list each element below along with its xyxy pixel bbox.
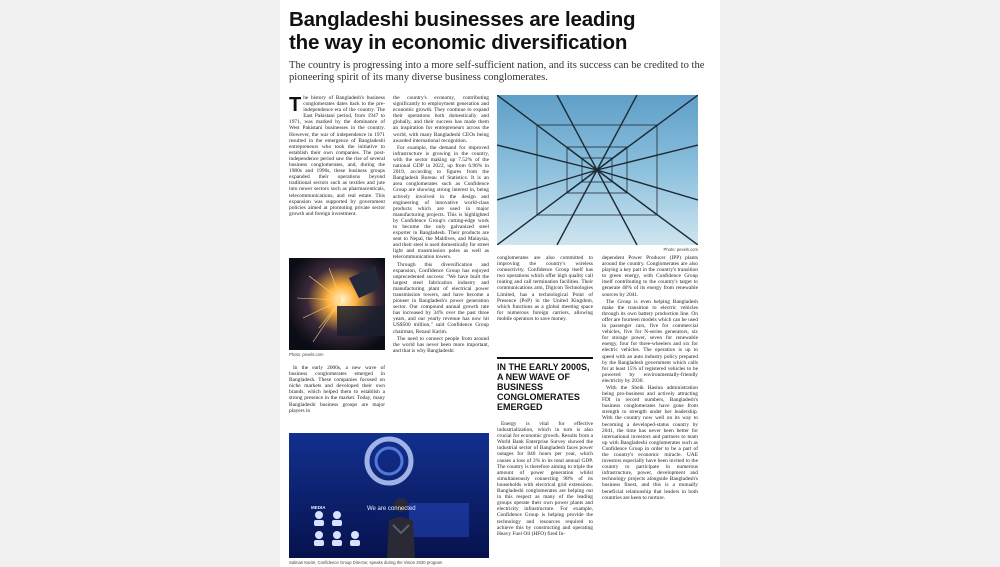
col2-paragraph-3: Through this diversification and expansion, Confidence Group has enjoyed unprecedented success: "We have built the largest steel fabrication industry and manufacturing plant of electrical power transmission towers, and have become a pioneer in Bangladesh's power generation sector. Our compound annual growth rate has increased by 34% over the past three years, and our yearly revenue has now hit US$500 million," said Confidence Group chairman, Rezaul Karim. [393, 261, 489, 335]
headline-line-2: the way in economic diversification [289, 31, 628, 54]
transmission-tower-photo [497, 95, 698, 245]
pull-quote: IN THE EARLY 2000S, A NEW WAVE OF BUSINESS CONGLOMERATES EMERGED [497, 357, 593, 412]
article-headline [289, 8, 714, 54]
col4-paragraph-2: The Group is even helping Bangladesh make the transition to electric vehicles through its own battery production line. On offer are fourteen models which can be used in passenger cars, five for commercial vehicles, five for N-series generators, six for storage power, seven for renewable energy, four for three-wheelers and six for electric vehicles. The operation is up to speed with an auto industry policy prepared by the Bangladesh government which calls for at least 15% of registered vehicles to be powered by environmentally-friendly electricity by 2030. [602, 298, 698, 384]
column-3-top [497, 255, 593, 323]
column-3-bottom [497, 421, 593, 538]
column-1-bottom [289, 365, 385, 415]
col3-paragraph-1: conglomerates are also committed to improving the country's wireless connectivity. Confidence Group itself has two operations which offer high quality call routing and call termination facilities. Their communications arm, Digicon Technologies Limited, has a technological Point of Presence (PoP) in the United Kingdom, which functions as a global meeting space for numerous foreign carriers, allowing mobile operators to save money. [497, 255, 593, 322]
tower-photo-caption: Photo: pexels.com [663, 247, 698, 252]
col4-paragraph-3: With the Sheik Hasina administration being pro-business and actively attracting FDI in record numbers, Bangladesh's business conglomerates have gone from strength to strength under her leadership. With the country now well on its way to becoming a developed-status country by 2041, the time has never been better for international investors and partners to team up with Bangladeshi conglomerates such as Confidence Group in order to be a part of the country's economic miracle. UAE investors especially have been invited to the country to participate in numerous infrastructure, power, development and technology projects alongside Bangladesh's business finest, and this is a mutually beneficial relationship that leaders in both countries are keen to nurture. [602, 384, 698, 501]
col2-paragraph-4: The need to connect people from around the world has never been more important, and that is why Bangladeshi [393, 335, 489, 354]
welding-photo-caption: Photo: pexels.com [289, 352, 324, 357]
drop-cap: T [289, 94, 302, 116]
welding-photo [289, 258, 385, 350]
column-2 [393, 95, 489, 355]
headline-line-1: Bangladeshi businesses are leading [289, 8, 636, 31]
col1-paragraph-1: he history of Bangladesh's business conglomerates dates back to the pre-independence era of the country. The East Pakistani period, from 1947 to 1971, was marked by the dominance of West Pakistani businesses in the country. However, the war of independence in 1971 resulted in the emergence of Bangladeshi entrepreneurs who took the initiative to establish their own companies. The post-independence period saw the rise of several business conglomerates, and, during the 1980s and 1990s, these business groups expanded their operations beyond traditional sectors such as textiles and jute into newer sectors such as pharmaceuticals, telecommunications, and real estate. This expansion was supported by government policies aimed at promoting private sector growth and foreign investment. [289, 95, 385, 217]
screen-label: MEDIA [311, 505, 326, 510]
col1-paragraph-2: In the early 2000s, a new wave of business conglomerates emerged in Bangladesh. These companies focused on niche markets and developed their own brands, which helped them to establish a strong presence in the market. Today, many Bangladeshi business groups are major players in [289, 365, 385, 414]
column-4 [602, 255, 698, 502]
col2-paragraph-1: the country's economy, contributing significantly to employment generation and economic growth. They continue to expand their operations both domestically and globally, and their success has made them an inspiration for entrepreneurs across the world, with many Bangladeshi CEOs being awarded international recognition. [393, 95, 489, 144]
article-standfirst: The country is progressing into a more self-sufficient nation, and its success can be credited to the pioneering spirit of its many diverse business conglomerates. [289, 60, 705, 83]
newspaper-page [280, 0, 720, 567]
column-1-top [289, 95, 385, 218]
stage-photo-caption: Salman Karim, Confidence Group Director, speaks during the Vision 2030 program [289, 560, 443, 565]
screen-text: We are connected [367, 506, 416, 512]
col3-paragraph-2: Energy is vital for effective industrialization, which in turn is also crucial for economic growth. Results from a World Bank Enterprise Survey showed the industrial sector of Bangladesh faces power outages for 840 hours per year, which causes a loss of 3% in its total annual GDP. The country is therefore aiming to triple the amount of power generation whilst simultaneously connecting 98% of its households with electrical grid extensions. Bangladeshi conglomerates are helping out in this respect as many of the leading groups operate their own power plants and electricity infrastructure. For example, Confidence Group is helping provide the technology and resources required to achieve this by constructing and operating Heavy Fuel Oil (HFO) fired In- [497, 421, 593, 537]
col2-paragraph-2: For example, the demand for improved infrastructure is growing in the country, with the sector making up 7.52% of the national GDP in 2022, up from 6.96% in 2019, according to figures from the Bangladesh Bureau of Statistics. It is an area conglomerates such as Confidence Group are showing strong interest in, being actively involved in the design and engineering of innovative world-class products which are used in major manufacturing projects. This is highlighted by Confidence Group's cutting-edge work to become the only galvanized steel exporter in Bangladesh. Their products are sent to Nepal, the Maldives, and Malaysia, and their steel is used domestically for street light and transmission poles as well as telecommunication towers. [393, 144, 489, 261]
stage-photo [289, 433, 489, 558]
col4-paragraph-1: dependent Power Producer (IPP) plants around the country. Conglomerates are also playing a key part in the country's transition to green energy, with Confidence Group itself contributing to the country's target to generate 40% of its energy from renewable sources by 2041. [602, 255, 698, 298]
